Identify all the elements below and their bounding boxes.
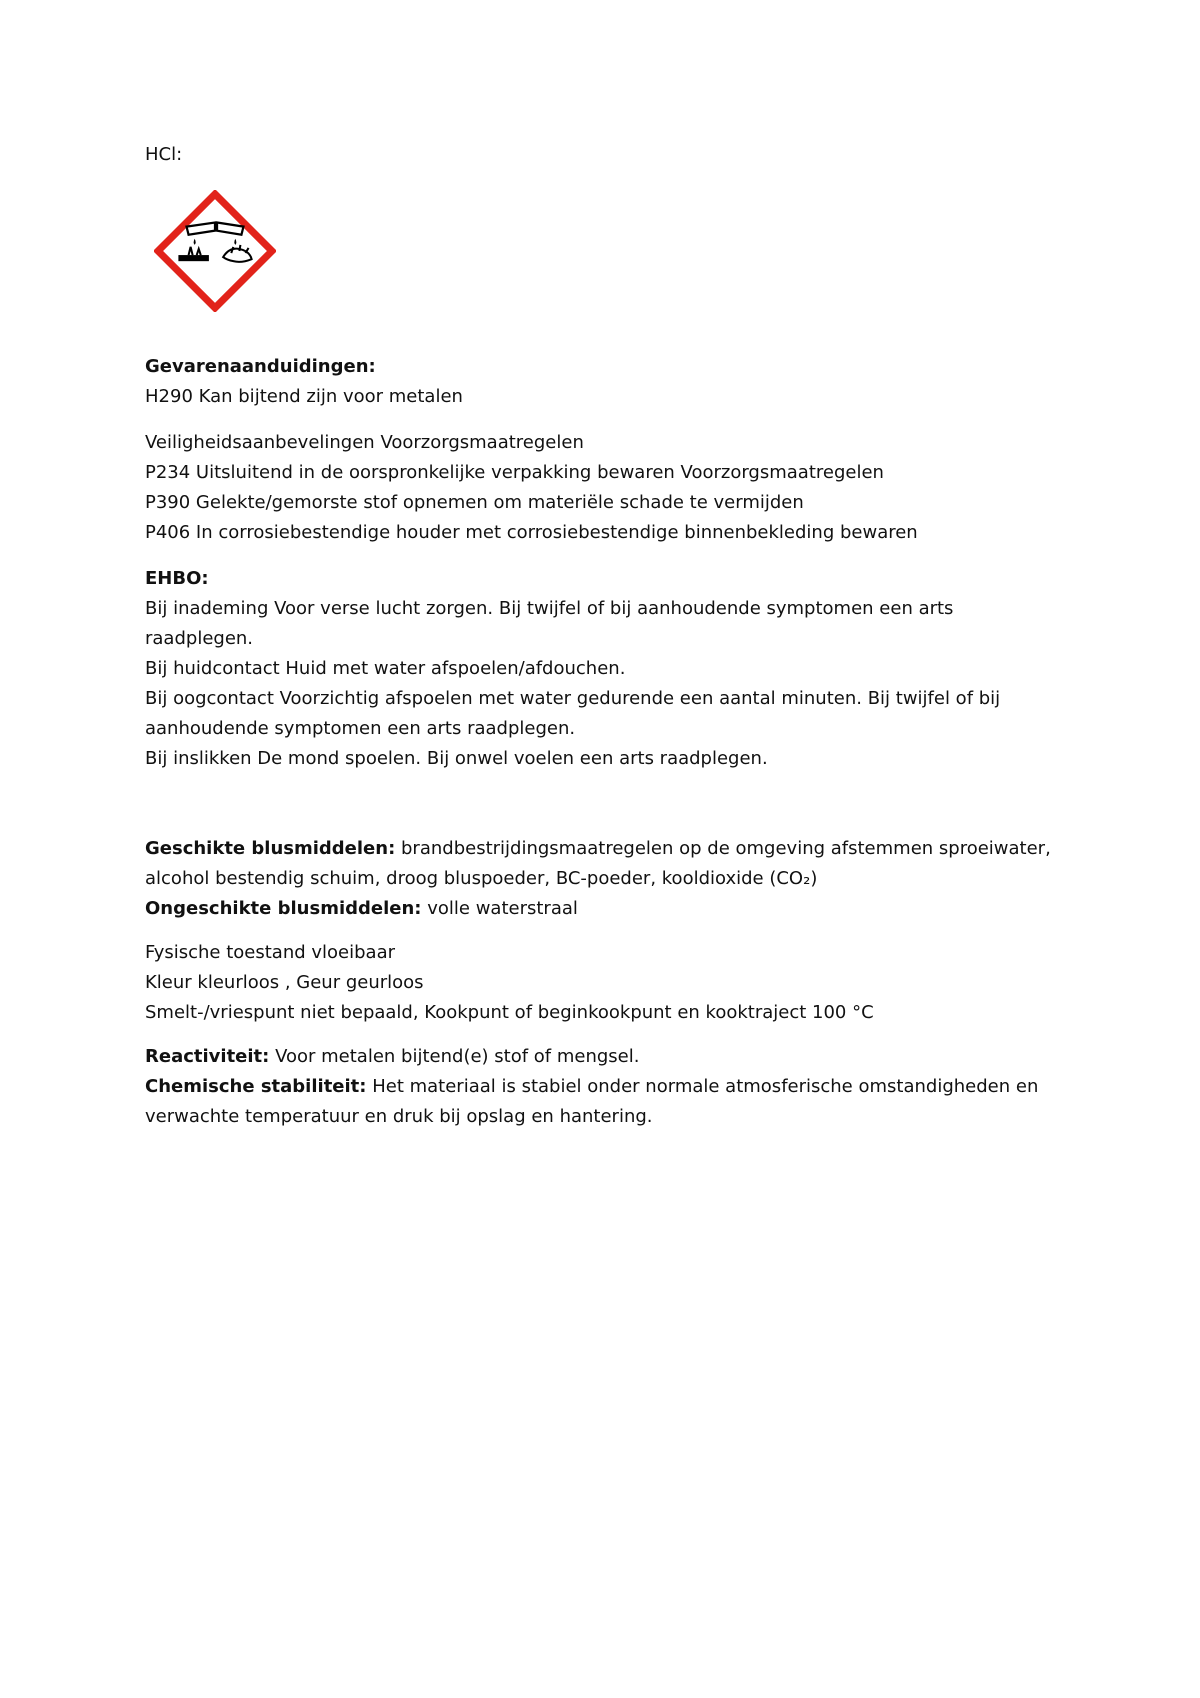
suitable-extinguish-line-1	[145, 834, 1075, 864]
hazard-h290: H290 Kan bijtend zijn voor metalen	[145, 386, 463, 407]
unsuitable-extinguish-line	[145, 894, 1075, 924]
ehbo-inhalation-line-2: raadplegen.	[145, 628, 254, 649]
hazards-heading: Gevarenaanduidingen:	[145, 356, 376, 377]
precaution-p406: P406 In corrosiebestendige houder met corrosiebestendige binnenbekleding bewaren	[145, 522, 918, 543]
ghs05-corrosive-icon	[154, 190, 276, 312]
chemical-stability-text: Het materiaal is stabiel onder normale atmosferische omstandigheden en	[366, 1076, 1039, 1097]
precaution-p390: P390 Gelekte/gemorste stof opnemen om materiële schade te vermijden	[145, 492, 804, 513]
suitable-extinguish-label: Geschikte blusmiddelen:	[145, 838, 396, 859]
suitable-extinguish-line-2: alcohol bestendig schuim, droog bluspoeder, BC-poeder, kooldioxide (CO₂)	[145, 868, 818, 889]
ehbo-eye-line-1: Bij oogcontact Voorzichtig afspoelen met water gedurende een aantal minuten. Bij twijfel of bij	[145, 688, 1001, 709]
document-title: HCl:	[145, 144, 183, 165]
chemical-stability-line-1	[145, 1072, 1075, 1102]
ehbo-eye-line-2: aanhoudende symptomen een arts raadplegen.	[145, 718, 576, 739]
unsuitable-extinguish-label: Ongeschikte blusmiddelen:	[145, 898, 422, 919]
chemical-stability-line-2: verwachte temperatuur en druk bij opslag en hantering.	[145, 1106, 653, 1127]
ehbo-heading: EHBO:	[145, 568, 209, 589]
ehbo-inhalation-line-1: Bij inademing Voor verse lucht zorgen. Bij twijfel of bij aanhoudende symptomen een arts	[145, 598, 954, 619]
property-points: Smelt-/vriespunt niet bepaald, Kookpunt of beginkookpunt en kooktraject 100 °C	[145, 1002, 874, 1023]
document-page	[145, 140, 1075, 1132]
precautions-heading: Veiligheidsaanbevelingen Voorzorgsmaatregelen	[145, 432, 584, 453]
reactivity-text: Voor metalen bijtend(e) stof of mengsel.	[269, 1046, 640, 1067]
property-color-odor: Kleur kleurloos , Geur geurloos	[145, 972, 424, 993]
unsuitable-extinguish-text: volle waterstraal	[421, 898, 578, 919]
precaution-p234: P234 Uitsluitend in de oorspronkelijke verpakking bewaren Voorzorgsmaatregelen	[145, 462, 884, 483]
reactivity-label: Reactiviteit:	[145, 1046, 270, 1067]
ehbo-skin: Bij huidcontact Huid met water afspoelen/afdouchen.	[145, 658, 626, 679]
reactivity-line	[145, 1042, 1075, 1072]
property-state: Fysische toestand vloeibaar	[145, 942, 396, 963]
chemical-stability-label: Chemische stabiliteit:	[145, 1076, 367, 1097]
ehbo-ingestion: Bij inslikken De mond spoelen. Bij onwel voelen een arts raadplegen.	[145, 748, 768, 769]
suitable-extinguish-text: brandbestrijdingsmaatregelen op de omgeving afstemmen sproeiwater,	[395, 838, 1051, 859]
